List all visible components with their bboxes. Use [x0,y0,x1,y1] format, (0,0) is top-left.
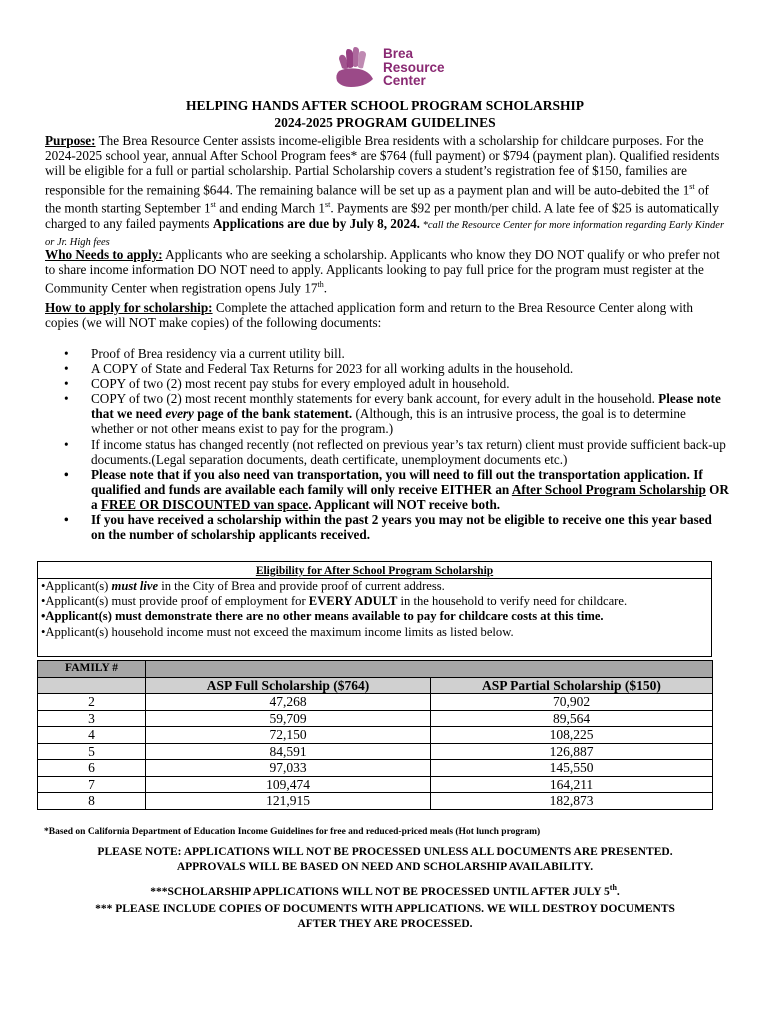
table-row [38,710,713,727]
eligibility-box [37,561,712,657]
elig-text: in the household to verify need for childcare. [397,594,628,609]
purpose-paragraph [45,133,725,250]
footer-notice-3-text: ***SCHOLARSHIP APPLICATIONS WILL NOT BE PROCESSED UNTIL AFTER JULY 5 [150,885,610,898]
purpose-sup1: st [689,181,695,191]
table-row [38,793,713,810]
page-subtitle: 2024-2025 PROGRAM GUIDELINES [274,115,496,130]
cell-partial: 108,225 [431,727,713,744]
list-item [64,346,729,361]
logo-text-line1: Brea [383,46,414,61]
logo-text-line3: Center [383,73,426,88]
cell-full: 59,709 [146,710,431,727]
cell-family: 2 [38,694,146,711]
hands-logo-icon [334,45,382,93]
eligibility-heading: Eligibility for After School Program Scholarship [38,564,711,579]
fees-note: *call the Resource Center for more information regarding Early Kinder or Jr. High fees [45,219,725,248]
elig-text: in the City of Brea and provide proof of current address. [158,579,445,593]
income-limits-table [37,660,713,810]
purpose-text3: and ending March 1 [215,200,326,216]
full-scholarship-header: ASP Full Scholarship ($764) [146,677,431,694]
cell-family: 7 [38,776,146,793]
elig-emph: EVERY ADULT [308,594,398,609]
eligibility-row: •Applicant(s) household income must not exceed the maximum income limits as listed below. [41,624,514,639]
table-row [38,727,713,744]
footer-notice-3 [0,880,770,900]
list-item [64,437,729,467]
partial-scholarship-header: ASP Partial Scholarship ($150) [431,677,713,694]
elig-text: Applicant(s) must provide proof of employment for [45,594,309,609]
due-date-text: Applications are due by July 8, 2024. [212,215,420,231]
page-title: HELPING HANDS AFTER SCHOOL PROGRAM SCHOLARSHIP [186,98,584,113]
cell-partial: 182,873 [431,793,713,810]
bullet-text: A COPY of State and Federal Tax Returns for 2023 for all working adults in the household. [91,361,574,377]
bullet-emph: every [165,406,194,422]
cell-family: 5 [38,743,146,760]
footer-notice-2: APPROVALS WILL BE BASED ON NEED AND SCHOLARSHIP AVAILABILITY. [176,861,594,873]
purpose-text4: . Payments are $92 per month/per child. A late fee of $25 is automatically charged to any failed payments [45,200,719,231]
income-guideline-note: *Based on California Department of Education Income Guidelines for free and reduced-priced meals (Hot lunch program) [44,827,541,837]
who-text: Applicants who are seeking a scholarship. Applicants who know they DO NOT qualify or who prefer not to share income information DO NOT need to apply. Applicants looking to pay full price for the program must register at the Community Center when registration opens July 17 [45,247,720,296]
list-item [64,467,729,512]
bullet-bold: OR a [91,481,729,512]
logo-text-line2: Resource [383,59,445,75]
bullet-bold: page of the bank statement. [193,406,353,422]
elig-text: Applicant(s) [45,579,112,593]
list-item [64,376,729,391]
how-paragraph [45,300,725,330]
cell-family: 6 [38,760,146,777]
bullet-bold: Please note that if you also need van transportation, you will need to fill out the transportation application. If qualified and funds are available each family will only receive EITHER an [91,466,703,497]
eligibility-row: •Applicant(s) must provide proof of employment for EVERY ADULT in the household to verify need for childcare. [41,594,628,609]
list-item [64,512,729,542]
table-row [38,743,713,760]
who-label: Who Needs to apply: [45,247,163,262]
list-item [64,361,729,376]
who-end: . [323,280,328,296]
family-column-header: FAMILY # [38,661,146,678]
cell-family: 4 [38,727,146,744]
purpose-label: Purpose: [45,133,96,148]
purpose-sup3: st [325,200,331,210]
list-item [64,391,729,436]
bullet-underline: FREE OR DISCOUNTED van space [100,496,309,512]
purpose-text2: of the month starting September 1 [45,182,709,216]
bullet-underline: After School Program Scholarship [511,481,706,497]
cell-partial: 164,211 [431,776,713,793]
table-row [38,760,713,777]
cell-full: 84,591 [146,743,431,760]
bullet-text: (Although, this is an intrusive process, the goal is to determine whether or not other means exist to pay for the program.) [91,406,686,437]
cell-full: 72,150 [146,727,431,744]
table-row [38,694,713,711]
bullet-text: If income status has changed recently (not reflected on previous year’s tax return) client must provide sufficient back-up documents.(Legal separation documents, death certificate, unemployment documents etc.) [91,436,726,467]
cell-full: 109,474 [146,776,431,793]
bullet-text: Proof of Brea residency via a current utility bill. [91,346,345,361]
bullet-text: COPY of two (2) most recent monthly statements for every bank account, for every adult in the household. [91,391,659,407]
cell-full: 121,915 [146,793,431,810]
table-header-blank [146,661,713,678]
footer-end: . [616,885,620,898]
purpose-sup2: st [210,200,216,210]
elig-text: Applicant(s) must demonstrate there are no other means available to pay for childcare costs at this time. [45,609,604,624]
cell-partial: 126,887 [431,743,713,760]
eligibility-row: •Applicant(s) must demonstrate there are no other means available to pay for childcare costs at this time. [41,609,604,624]
footer-notice-5: AFTER THEY ARE PROCESSED. [297,918,473,930]
bullet-bold: Please note that we need [91,391,721,422]
purpose-text: The Brea Resource Center assists income-eligible Brea residents with a scholarship for childcare purposes. For the 2024-2025 school year, annual After School Program fees* are $764 (full payment) or $794 (payment plan). Qualified residents will be eligible for a full or partial scholarship. Partial Scholarship covers a student’s registration fee of $150, families are responsible for the remaining $644. The remaining balance will be set up as a payment plan and will be auto-debited the 1 [45,133,720,197]
document-checklist [64,346,729,542]
cell-full: 97,033 [146,760,431,777]
cell-family: 8 [38,793,146,810]
who-paragraph [45,247,725,296]
cell-partial: 89,564 [431,710,713,727]
cell-family: 3 [38,710,146,727]
brea-resource-center-logo [334,45,444,93]
elig-text: Applicant(s) household income must not exceed the maximum income limits as listed below. [45,624,514,639]
footer-notice-4: *** PLEASE INCLUDE COPIES OF DOCUMENTS WITH APPLICATIONS. WE WILL DESTROY DOCUMENTS [95,903,675,915]
cell-full: 47,268 [146,694,431,711]
footer-notice-1: PLEASE NOTE: APPLICATIONS WILL NOT BE PROCESSED UNLESS ALL DOCUMENTS ARE PRESENTED. [97,846,673,858]
bullet-bold: If you have received a scholarship within the past 2 years you may not be eligible to receive one this year based on the number of scholarship applicants received. [91,512,712,543]
bullet-bold: . Applicant will NOT receive both. [308,496,501,512]
table-row [38,776,713,793]
how-label: How to apply for scholarship: [45,300,213,315]
who-sup: th [317,280,324,290]
elig-emph: must live [111,579,159,593]
cell-partial: 70,902 [431,694,713,711]
footer-sup: th [609,883,617,892]
how-text: Complete the attached application form and return to the Brea Resource Center along with copies (we will NOT make copies) of the following documents: [45,300,694,331]
header-spacer [38,677,146,694]
cell-partial: 145,550 [431,760,713,777]
eligibility-row: •Applicant(s) must live in the City of Brea and provide proof of current address. [41,579,445,593]
bullet-text: COPY of two (2) most recent pay stubs for every employed adult in household. [91,376,510,392]
